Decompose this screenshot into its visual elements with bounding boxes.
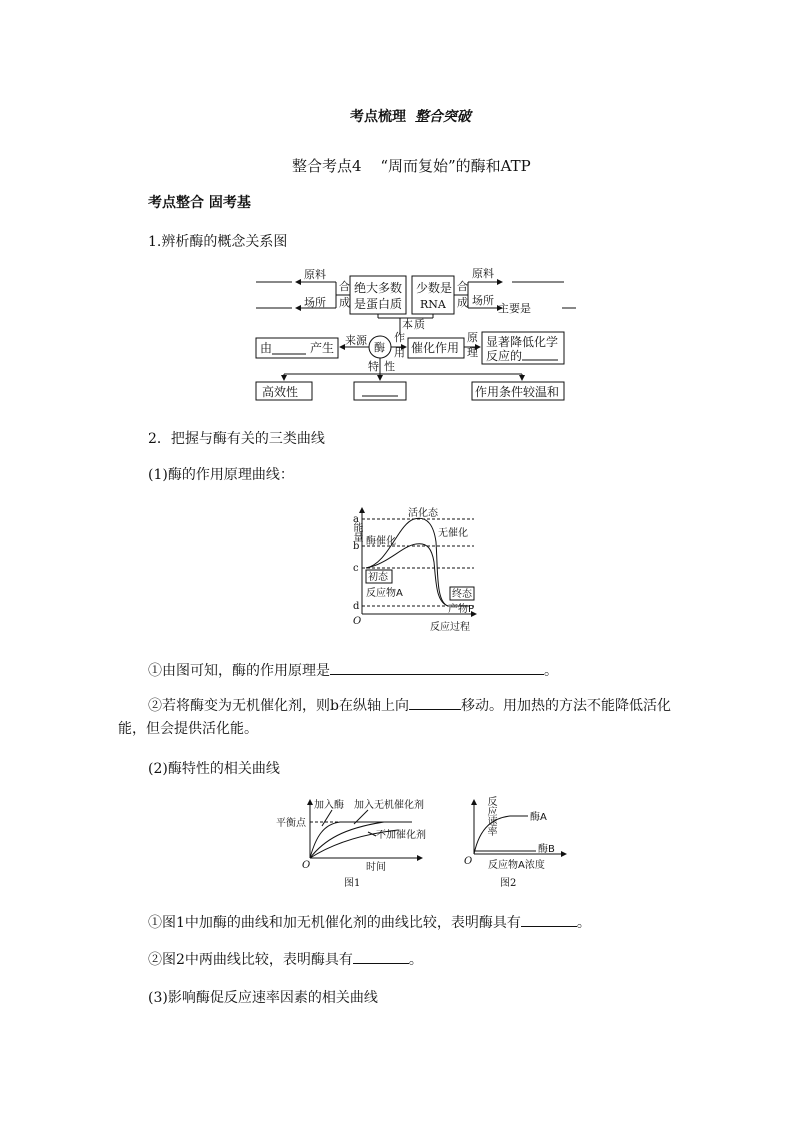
figure-1 [272, 796, 432, 888]
mild-label: 作用条件较温和 [475, 385, 560, 399]
reactant-label: 反应物A [366, 588, 403, 599]
question-4-text: ②图2中两曲线比较，表明酶具有 [148, 952, 353, 968]
question-3 [148, 912, 591, 932]
rna-line-1: 少数是 [416, 281, 453, 295]
fig2-xlabel: 反应物A浓度 [488, 860, 545, 871]
enzyme-concept-diagram [250, 262, 580, 407]
fig2-caption: 图2 [500, 878, 517, 888]
protein-line-2: 是蛋白质 [354, 297, 403, 311]
answer-blank[interactable] [353, 949, 409, 964]
part1-heading: 1.辨析酶的概念关系图 [148, 234, 288, 250]
specific-box [354, 382, 406, 400]
origin-label: O [353, 616, 362, 627]
question-4 [148, 949, 423, 969]
question-4-end: 。 [408, 952, 423, 968]
nature-1: 本 [402, 318, 413, 331]
section-header [350, 106, 471, 126]
source-label: 来源 [345, 334, 367, 347]
efficient-label: 高效性 [262, 385, 299, 399]
fig1-caption: 图1 [344, 878, 361, 888]
question-2-text-a: ②若将酶变为无机催化剂，则b在纵轴上向 [148, 698, 409, 714]
right-raw-label: 原料 [472, 267, 494, 280]
uncatalyzed-label: 无催化 [438, 528, 468, 539]
part2-heading: 2．把握与酶有关的三类曲线 [148, 431, 325, 447]
part2-sub1: (1)酶的作用原理曲线： [148, 467, 294, 483]
origin-suffix: 产生 [310, 341, 335, 355]
catalysis-label: 催化作用 [411, 341, 460, 355]
part2-sub2: (2)酶特性的相关曲线 [148, 761, 280, 777]
fig2-ylabel [456, 796, 497, 836]
part2-sub3: (3)影响酶促反应速率因素的相关曲线 [148, 990, 378, 1006]
no-catalyst-label: 不加催化剂 [376, 830, 426, 841]
origin-prefix: 由 [260, 341, 273, 355]
principle-2: 理 [467, 346, 478, 359]
trait-2: 性 [384, 360, 395, 373]
tick-d: d [353, 601, 360, 612]
right-main-label: 主要是 [498, 302, 531, 315]
add-inorganic-label: 加入无机催化剂 [354, 800, 424, 811]
trait-1: 特 [368, 360, 379, 373]
right-synth-2: 成 [457, 296, 468, 309]
question-3-text: ①图1中加酶的曲线和加无机催化剂的曲线比较，表明酶具有 [148, 915, 521, 931]
left-synth-2: 成 [339, 296, 350, 309]
nature-2: 质 [414, 318, 425, 331]
initial-label: 初态 [368, 572, 388, 583]
title-prefix: 整合考点4 [292, 157, 362, 175]
question-1 [148, 660, 558, 680]
section-label: 考点梳理 [350, 109, 406, 125]
enzyme-b-label: 酶B [538, 844, 555, 855]
enzyme-label: 酶 [374, 341, 385, 354]
tick-c: c [353, 563, 359, 574]
enzyme-catalyzed-label: 酶催化 [366, 536, 396, 547]
protein-line-1: 绝大多数 [354, 281, 403, 295]
section-label-italic: 整合突破 [414, 109, 471, 125]
inorganic-curve [310, 822, 384, 858]
right-site-label: 场所 [472, 294, 494, 307]
question-2 [148, 695, 671, 715]
fig2-ylabel-text: 反应速率 [456, 796, 496, 807]
activated-label: 活化态 [408, 508, 438, 519]
question-2-cont: 能，但会提供活化能。 [118, 721, 258, 737]
add-enzyme-label: 加入酶 [314, 800, 344, 811]
question-1-end: 。 [544, 663, 558, 679]
question-2-text-b: 移动。用加热的方法不能降低活化 [460, 698, 671, 714]
enzyme-a-curve [474, 816, 528, 854]
left-raw-label: 原料 [304, 268, 326, 281]
answer-blank[interactable] [330, 660, 544, 675]
energy-chart [338, 502, 483, 634]
answer-blank[interactable] [409, 695, 461, 710]
enzyme-a-label: 酶A [530, 812, 547, 823]
action-1: 作 [394, 331, 405, 344]
question-3-end: 。 [576, 915, 591, 931]
figure-2 [448, 796, 568, 888]
equilibrium-label: 平衡点 [276, 818, 306, 829]
rna-line-2: RNA [420, 298, 446, 311]
left-site-label: 场所 [304, 296, 326, 309]
xlabel: 反应过程 [430, 622, 470, 633]
question-1-text: ①由图可知，酶的作用原理是 [148, 663, 330, 679]
product-label: 产物P [448, 604, 475, 615]
subheading: 考点整合 固考基 [148, 195, 251, 211]
answer-blank[interactable] [521, 912, 577, 927]
fig2-origin: O [464, 856, 473, 867]
fig1-origin: O [302, 860, 311, 871]
tick-a: a [353, 514, 359, 525]
action-2: 用 [394, 346, 405, 359]
fig1-xlabel: 时间 [366, 862, 386, 873]
tick-b: b [353, 541, 360, 552]
right-synth-1: 合 [457, 280, 468, 293]
principle-1: 原 [467, 331, 478, 344]
lower-line-2: 反应的 [486, 349, 523, 363]
lower-line-1: 显著降低化学 [486, 335, 559, 349]
page-title [292, 155, 531, 176]
title-main: “周而复始”的酶和ATP [380, 157, 531, 175]
ylabel-text: 能量 [342, 522, 362, 533]
left-synth-1: 合 [339, 280, 350, 293]
final-label: 终态 [452, 589, 472, 600]
